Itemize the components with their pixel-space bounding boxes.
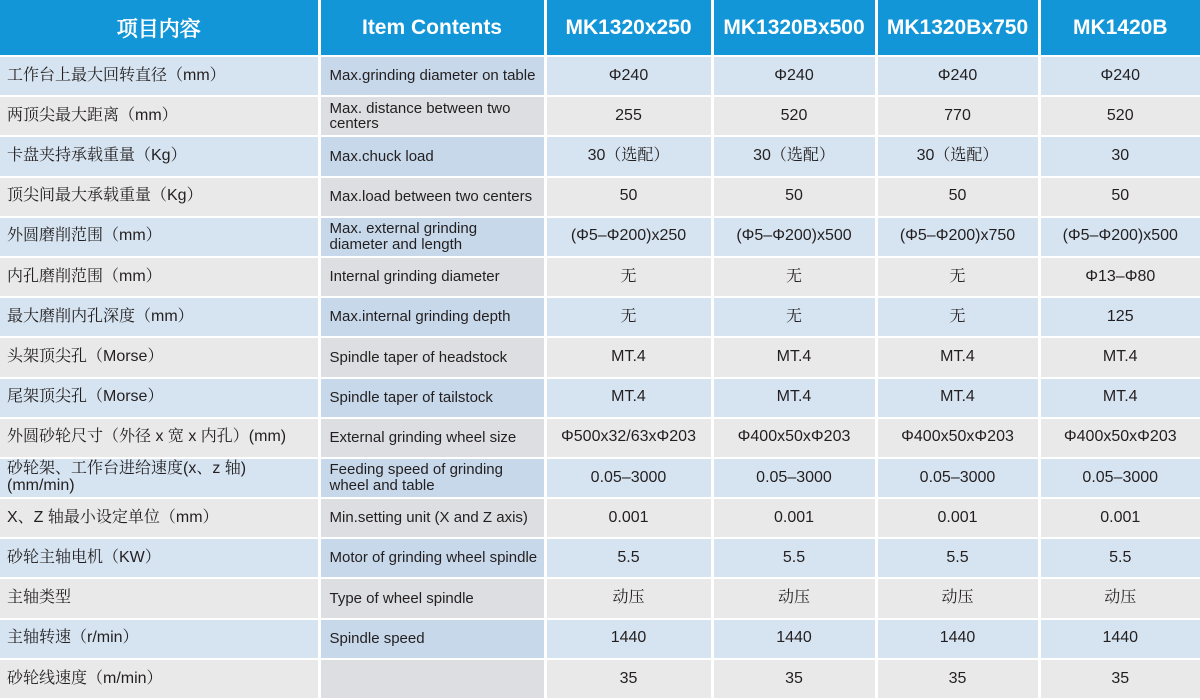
spec-value-model-1: 0.05–3000: [545, 458, 712, 498]
table-row: [0, 458, 1200, 498]
header-row: [0, 0, 1200, 56]
spec-value-model-1: 无: [545, 297, 712, 337]
item-name-en: Max. external grinding diameter and length: [319, 217, 545, 257]
spec-value-model-1: 5.5: [545, 538, 712, 578]
spec-value-model-4: MT.4: [1039, 337, 1200, 377]
spec-value-model-4: 动压: [1039, 578, 1200, 618]
spec-value-model-1: MT.4: [545, 337, 712, 377]
spec-value-model-2: 0.001: [712, 498, 876, 538]
item-name-cn: 顶尖间最大承载重量（Kg）: [0, 177, 319, 217]
spec-value-model-3: MT.4: [876, 337, 1039, 377]
table-row: [0, 177, 1200, 217]
item-name-cn: 主轴类型: [0, 578, 319, 618]
header-item-cn: 项目内容: [0, 0, 319, 56]
spec-value-model-2: MT.4: [712, 378, 876, 418]
table-row: [0, 619, 1200, 659]
spec-value-model-1: (Φ5–Φ200)x250: [545, 217, 712, 257]
spec-value-model-3: 770: [876, 96, 1039, 136]
header-model-1: MK1320x250: [545, 0, 712, 56]
header-model-4: MK1420B: [1039, 0, 1200, 56]
item-name-en: Internal grinding diameter: [319, 257, 545, 297]
item-name-cn: 尾架顶尖孔（Morse）: [0, 378, 319, 418]
spec-value-model-2: 无: [712, 257, 876, 297]
item-name-cn: 砂轮线速度（m/min）: [0, 659, 319, 699]
item-name-cn: 最大磨削内孔深度（mm）: [0, 297, 319, 337]
item-name-cn: 砂轮主轴电机（KW）: [0, 538, 319, 578]
item-name-cn: 主轴转速（r/min）: [0, 619, 319, 659]
item-name-en: Spindle taper of headstock: [319, 337, 545, 377]
spec-value-model-4: 5.5: [1039, 538, 1200, 578]
spec-value-model-3: (Φ5–Φ200)x750: [876, 217, 1039, 257]
spec-value-model-2: 1440: [712, 619, 876, 659]
table-row: [0, 659, 1200, 699]
spec-value-model-2: 无: [712, 297, 876, 337]
spec-value-model-1: Φ500x32/63xΦ203: [545, 418, 712, 458]
spec-value-model-2: 动压: [712, 578, 876, 618]
item-name-cn: 砂轮架、工作台进给速度(x、z 轴)(mm/min): [0, 458, 319, 498]
spec-value-model-4: 50: [1039, 177, 1200, 217]
spec-value-model-4: MT.4: [1039, 378, 1200, 418]
item-name-cn: X、Z 轴最小设定单位（mm）: [0, 498, 319, 538]
table-row: [0, 498, 1200, 538]
spec-value-model-4: (Φ5–Φ200)x500: [1039, 217, 1200, 257]
spec-value-model-4: Φ240: [1039, 56, 1200, 96]
spec-value-model-2: 0.05–3000: [712, 458, 876, 498]
spec-value-model-2: 35: [712, 659, 876, 699]
spec-value-model-3: 0.001: [876, 498, 1039, 538]
item-name-en: Max.load between two centers: [319, 177, 545, 217]
spec-value-model-2: 520: [712, 96, 876, 136]
spec-value-model-1: 30（选配）: [545, 136, 712, 176]
spec-value-model-4: 520: [1039, 96, 1200, 136]
item-name-en: Type of wheel spindle: [319, 578, 545, 618]
spec-table-body: [0, 56, 1200, 699]
item-name-cn: 工作台上最大回转直径（mm）: [0, 56, 319, 96]
table-row: [0, 378, 1200, 418]
spec-value-model-4: 35: [1039, 659, 1200, 699]
item-name-cn: 卡盘夹持承载重量（Kg）: [0, 136, 319, 176]
spec-table-header: [0, 0, 1200, 56]
spec-value-model-3: 35: [876, 659, 1039, 699]
spec-value-model-3: 0.05–3000: [876, 458, 1039, 498]
item-name-en: Spindle speed: [319, 619, 545, 659]
spec-value-model-1: 35: [545, 659, 712, 699]
table-row: [0, 257, 1200, 297]
item-name-en: External grinding wheel size: [319, 418, 545, 458]
header-item-en: Item Contents: [319, 0, 545, 56]
item-name-en: Min.setting unit (X and Z axis): [319, 498, 545, 538]
spec-value-model-3: 动压: [876, 578, 1039, 618]
spec-value-model-4: Φ13–Φ80: [1039, 257, 1200, 297]
spec-value-model-2: (Φ5–Φ200)x500: [712, 217, 876, 257]
spec-value-model-3: Φ400x50xΦ203: [876, 418, 1039, 458]
spec-value-model-4: 1440: [1039, 619, 1200, 659]
item-name-en: Feeding speed of grinding wheel and table: [319, 458, 545, 498]
spec-value-model-3: 无: [876, 257, 1039, 297]
item-name-cn: 两顶尖最大距离（mm）: [0, 96, 319, 136]
spec-value-model-2: Φ240: [712, 56, 876, 96]
spec-value-model-1: 动压: [545, 578, 712, 618]
spec-value-model-2: MT.4: [712, 337, 876, 377]
spec-value-model-3: 50: [876, 177, 1039, 217]
spec-value-model-3: 30（选配）: [876, 136, 1039, 176]
spec-value-model-1: 0.001: [545, 498, 712, 538]
item-name-en: Max. distance between two centers: [319, 96, 545, 136]
item-name-en: [319, 659, 545, 699]
spec-value-model-3: 5.5: [876, 538, 1039, 578]
table-row: [0, 217, 1200, 257]
spec-value-model-3: 1440: [876, 619, 1039, 659]
item-name-en: Motor of grinding wheel spindle: [319, 538, 545, 578]
spec-value-model-3: 无: [876, 297, 1039, 337]
spec-value-model-4: 30: [1039, 136, 1200, 176]
spec-value-model-2: 5.5: [712, 538, 876, 578]
table-row: [0, 136, 1200, 176]
item-name-cn: 头架顶尖孔（Morse）: [0, 337, 319, 377]
table-row: [0, 96, 1200, 136]
spec-value-model-4: 0.001: [1039, 498, 1200, 538]
item-name-cn: 外圆磨削范围（mm）: [0, 217, 319, 257]
header-model-2: MK1320Bx500: [712, 0, 876, 56]
header-model-3: MK1320Bx750: [876, 0, 1039, 56]
spec-value-model-3: Φ240: [876, 56, 1039, 96]
spec-value-model-4: 125: [1039, 297, 1200, 337]
spec-value-model-1: 无: [545, 257, 712, 297]
table-row: [0, 578, 1200, 618]
item-name-cn: 外圆砂轮尺寸（外径 x 宽 x 内孔）(mm): [0, 418, 319, 458]
spec-value-model-1: 255: [545, 96, 712, 136]
item-name-en: Max.internal grinding depth: [319, 297, 545, 337]
spec-value-model-4: Φ400x50xΦ203: [1039, 418, 1200, 458]
item-name-cn: 内孔磨削范围（mm）: [0, 257, 319, 297]
spec-value-model-1: 1440: [545, 619, 712, 659]
item-name-en: Max.grinding diameter on table: [319, 56, 545, 96]
spec-value-model-1: MT.4: [545, 378, 712, 418]
spec-value-model-1: Φ240: [545, 56, 712, 96]
table-row: [0, 538, 1200, 578]
spec-value-model-1: 50: [545, 177, 712, 217]
table-row: [0, 418, 1200, 458]
item-name-en: Max.chuck load: [319, 136, 545, 176]
spec-value-model-4: 0.05–3000: [1039, 458, 1200, 498]
item-name-en: Spindle taper of tailstock: [319, 378, 545, 418]
spec-value-model-2: Φ400x50xΦ203: [712, 418, 876, 458]
table-row: [0, 56, 1200, 96]
spec-value-model-2: 30（选配）: [712, 136, 876, 176]
table-row: [0, 337, 1200, 377]
spec-value-model-2: 50: [712, 177, 876, 217]
table-row: [0, 297, 1200, 337]
spec-value-model-3: MT.4: [876, 378, 1039, 418]
